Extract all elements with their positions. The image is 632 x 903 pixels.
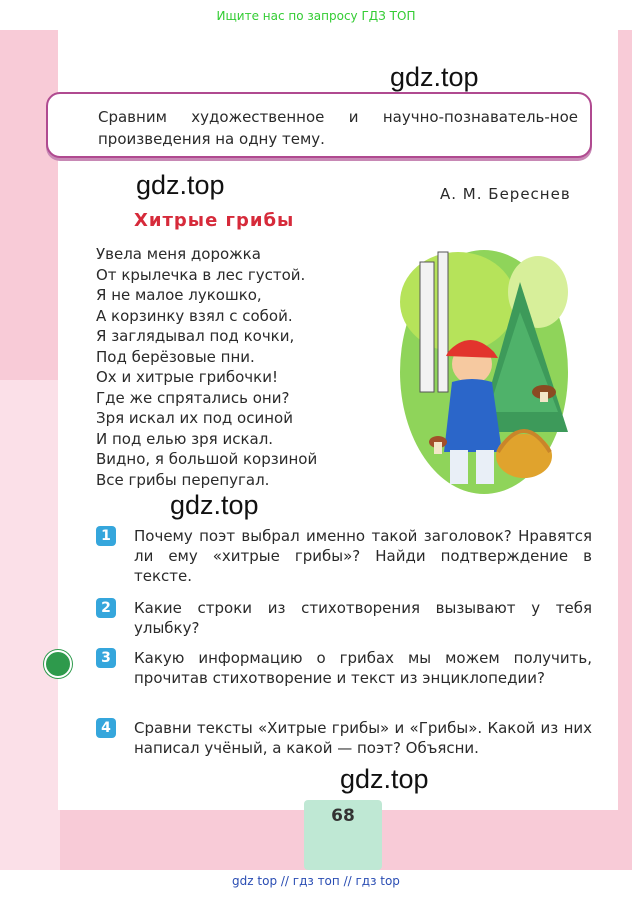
question-item (96, 598, 592, 638)
question-item (96, 648, 592, 688)
poem-text (96, 244, 396, 490)
question-item (96, 526, 592, 586)
poem-line: Под берёзовые пни. (96, 347, 255, 366)
question-text: Какую информацию о грибах мы можем получить, прочитав стихотворение и текст из энциклопедии? (134, 649, 592, 687)
poem-line: Все грибы перепугал. (96, 470, 270, 489)
poem-line: Ох и хитрые грибочки! (96, 368, 278, 386)
footer-links[interactable]: gdz top // гдз топ // гдз top (232, 874, 400, 888)
question-number-badge: 1 (96, 526, 116, 546)
poem-line: И под елью зря искал. (96, 429, 274, 448)
poem-line: Зря искал их под осиной (96, 409, 293, 427)
watermark: gdz.top (136, 170, 225, 200)
page-number: 68 (331, 806, 355, 826)
question-number-badge: 3 (96, 648, 116, 668)
book-icon[interactable] (44, 650, 72, 678)
poem-line: Я не малое лукошко, (96, 286, 262, 304)
poem-line: Где же спрятались они? (96, 388, 290, 407)
poem-line: Я заглядывал под кочки, (96, 327, 295, 345)
poem-line: От крылечка в лес густой. (96, 265, 306, 284)
poem-line: Увела меня дорожка (96, 245, 261, 263)
boy-with-basket-illustration (398, 242, 570, 500)
question-number-badge: 2 (96, 598, 116, 618)
question-text: Сравни тексты «Хитрые грибы» и «Грибы». Какой из них написал учёный, а какой — поэт? Объясни. (134, 719, 592, 757)
ornament-decoration (0, 380, 60, 870)
poem-line: А корзинку взял с собой. (96, 306, 293, 325)
watermark: gdz.top (170, 490, 259, 520)
poem-title: Хитрые грибы (134, 210, 295, 231)
watermark: gdz.top (340, 764, 429, 794)
poem-author: А. М. Береснев (440, 185, 571, 203)
top-banner[interactable]: Ищите нас по запросу ГДЗ ТОП (216, 9, 416, 23)
intro-text: Сравним художественное и научно-познаватель-ное произведения на одну тему. (98, 108, 578, 148)
question-number-badge: 4 (96, 718, 116, 738)
poem-line: Видно, я большой корзиной (96, 450, 318, 468)
watermark: gdz.top (390, 62, 479, 92)
question-text: Почему поэт выбрал именно такой заголовок? Нравятся ли ему «хитрые грибы»? Найди подтверждение в тексте. (134, 527, 592, 585)
question-text: Какие строки из стихотворения вызывают у тебя улыбку? (134, 599, 592, 637)
question-item (96, 718, 592, 758)
